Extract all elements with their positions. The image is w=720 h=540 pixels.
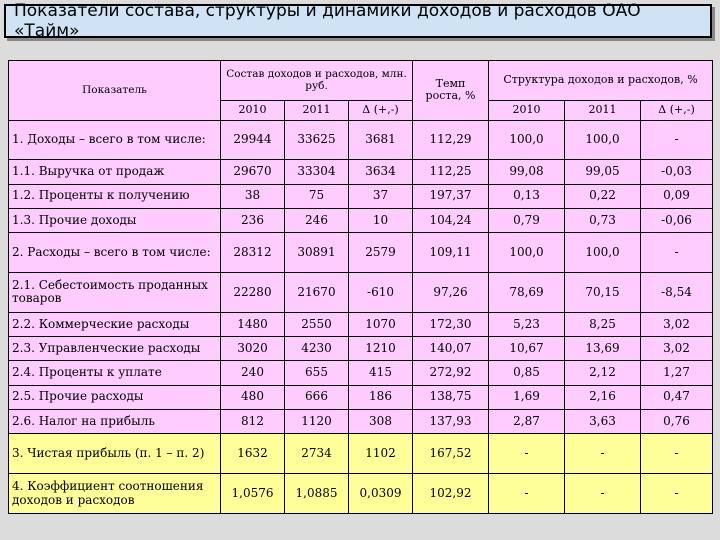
cell-d: 10 [349, 209, 413, 233]
cell-s2010: 0,85 [489, 361, 565, 385]
row-label: 2.3. Управленческие расходы [9, 337, 221, 361]
cell-c2011: 33625 [285, 120, 349, 160]
row-label: 2.5. Прочие расходы [9, 385, 221, 409]
cell-growth: 272,92 [413, 361, 489, 385]
header-comp-2010: 2010 [221, 100, 285, 120]
cell-c2011: 666 [285, 385, 349, 409]
cell-sd: -0,06 [641, 209, 713, 233]
cell-growth: 172,30 [413, 312, 489, 336]
cell-c2010: 28312 [221, 233, 285, 273]
cell-s2011: 100,0 [565, 120, 641, 160]
cell-s2010: - [489, 474, 565, 514]
cell-sd: -0,03 [641, 160, 713, 184]
table-row [9, 312, 713, 336]
cell-c2011: 21670 [285, 273, 349, 313]
cell-d: -610 [349, 273, 413, 313]
cell-sd: 0,47 [641, 385, 713, 409]
table-row [9, 184, 713, 208]
cell-s2010: 0,13 [489, 184, 565, 208]
row-label: 1.3. Прочие доходы [9, 209, 221, 233]
cell-c2010: 38 [221, 184, 285, 208]
cell-s2010: 2,87 [489, 410, 565, 434]
cell-s2010: 1,69 [489, 385, 565, 409]
cell-d: 1210 [349, 337, 413, 361]
header-struct-2011: 2011 [565, 100, 641, 120]
cell-growth: 167,52 [413, 434, 489, 474]
cell-s2010: 100,0 [489, 233, 565, 273]
table-row [9, 410, 713, 434]
row-label: 2.2. Коммерческие расходы [9, 312, 221, 336]
cell-c2011: 246 [285, 209, 349, 233]
cell-c2010: 29944 [221, 120, 285, 160]
table-row [9, 337, 713, 361]
row-label: 4. Коэффициент соотношения доходов и расходов [9, 474, 221, 514]
row-label: 2.6. Налог на прибыль [9, 410, 221, 434]
cell-d: 3681 [349, 120, 413, 160]
cell-growth: 102,92 [413, 474, 489, 514]
table-row [9, 385, 713, 409]
cell-d: 1070 [349, 312, 413, 336]
table-row [9, 273, 713, 313]
cell-growth: 137,93 [413, 410, 489, 434]
cell-c2011: 30891 [285, 233, 349, 273]
cell-c2011: 2734 [285, 434, 349, 474]
cell-sd: - [641, 474, 713, 514]
cell-c2010: 480 [221, 385, 285, 409]
cell-s2011: 99,05 [565, 160, 641, 184]
cell-d: 308 [349, 410, 413, 434]
cell-sd: - [641, 120, 713, 160]
cell-sd: -8,54 [641, 273, 713, 313]
header-comp-2011: 2011 [285, 100, 349, 120]
cell-s2010: 10,67 [489, 337, 565, 361]
cell-s2011: 0,22 [565, 184, 641, 208]
cell-growth: 112,29 [413, 120, 489, 160]
table-row [9, 361, 713, 385]
row-label: 1.1. Выручка от продаж [9, 160, 221, 184]
header-struct-2010: 2010 [489, 100, 565, 120]
cell-growth: 138,75 [413, 385, 489, 409]
cell-c2011: 33304 [285, 160, 349, 184]
cell-sd: 3,02 [641, 312, 713, 336]
cell-growth: 109,11 [413, 233, 489, 273]
cell-d: 0,0309 [349, 474, 413, 514]
row-label: 2.1. Себестоимость проданных товаров [9, 273, 221, 313]
cell-d: 1102 [349, 434, 413, 474]
page-title: Показатели состава, структуры и динамики доходов и расходов ОАО «Тайм» [4, 4, 712, 38]
cell-c2011: 4230 [285, 337, 349, 361]
cell-growth: 104,24 [413, 209, 489, 233]
cell-c2010: 3020 [221, 337, 285, 361]
cell-d: 3634 [349, 160, 413, 184]
income-expense-table [8, 60, 713, 514]
row-label: 1. Доходы – всего в том числе: [9, 120, 221, 160]
cell-s2011: 100,0 [565, 233, 641, 273]
cell-c2011: 1120 [285, 410, 349, 434]
cell-s2010: 0,79 [489, 209, 565, 233]
cell-sd: 1,27 [641, 361, 713, 385]
cell-c2011: 75 [285, 184, 349, 208]
cell-s2010: 5,23 [489, 312, 565, 336]
table-row [9, 160, 713, 184]
cell-sd: 0,09 [641, 184, 713, 208]
cell-d: 37 [349, 184, 413, 208]
cell-c2010: 236 [221, 209, 285, 233]
cell-s2011: 3,63 [565, 410, 641, 434]
cell-sd: - [641, 434, 713, 474]
header-indicator: Показатель [9, 61, 221, 121]
cell-s2011: 2,12 [565, 361, 641, 385]
table-row [9, 209, 713, 233]
row-label: 1.2. Проценты к получению [9, 184, 221, 208]
cell-growth: 197,37 [413, 184, 489, 208]
row-label: 2.4. Проценты к уплате [9, 361, 221, 385]
cell-c2010: 1,0576 [221, 474, 285, 514]
cell-c2010: 1632 [221, 434, 285, 474]
cell-s2010: 99,08 [489, 160, 565, 184]
cell-sd: - [641, 233, 713, 273]
cell-s2011: 8,25 [565, 312, 641, 336]
cell-s2011: 13,69 [565, 337, 641, 361]
table-row [9, 474, 713, 514]
header-composition: Состав доходов и расходов, млн. руб. [221, 61, 413, 101]
cell-c2010: 22280 [221, 273, 285, 313]
header-comp-delta: Δ (+,-) [349, 100, 413, 120]
cell-c2010: 240 [221, 361, 285, 385]
table-row [9, 434, 713, 474]
cell-sd: 3,02 [641, 337, 713, 361]
cell-c2011: 655 [285, 361, 349, 385]
cell-c2011: 2550 [285, 312, 349, 336]
row-label: 2. Расходы – всего в том числе: [9, 233, 221, 273]
header-growth: Темп роста, % [413, 61, 489, 121]
header-structure: Структура доходов и расходов, % [489, 61, 713, 101]
cell-s2010: 100,0 [489, 120, 565, 160]
cell-d: 186 [349, 385, 413, 409]
cell-growth: 112,25 [413, 160, 489, 184]
cell-s2011: 70,15 [565, 273, 641, 313]
cell-s2011: - [565, 474, 641, 514]
header-struct-delta: Δ (+,-) [641, 100, 713, 120]
cell-s2011: - [565, 434, 641, 474]
cell-d: 2579 [349, 233, 413, 273]
table-row [9, 120, 713, 160]
cell-sd: 0,76 [641, 410, 713, 434]
cell-s2011: 0,73 [565, 209, 641, 233]
cell-d: 415 [349, 361, 413, 385]
cell-s2011: 2,16 [565, 385, 641, 409]
cell-c2010: 1480 [221, 312, 285, 336]
cell-growth: 140,07 [413, 337, 489, 361]
cell-c2010: 29670 [221, 160, 285, 184]
cell-s2010: 78,69 [489, 273, 565, 313]
row-label: 3. Чистая прибыль (п. 1 – п. 2) [9, 434, 221, 474]
cell-s2010: - [489, 434, 565, 474]
cell-c2011: 1,0885 [285, 474, 349, 514]
cell-growth: 97,26 [413, 273, 489, 313]
table-row [9, 233, 713, 273]
cell-c2010: 812 [221, 410, 285, 434]
